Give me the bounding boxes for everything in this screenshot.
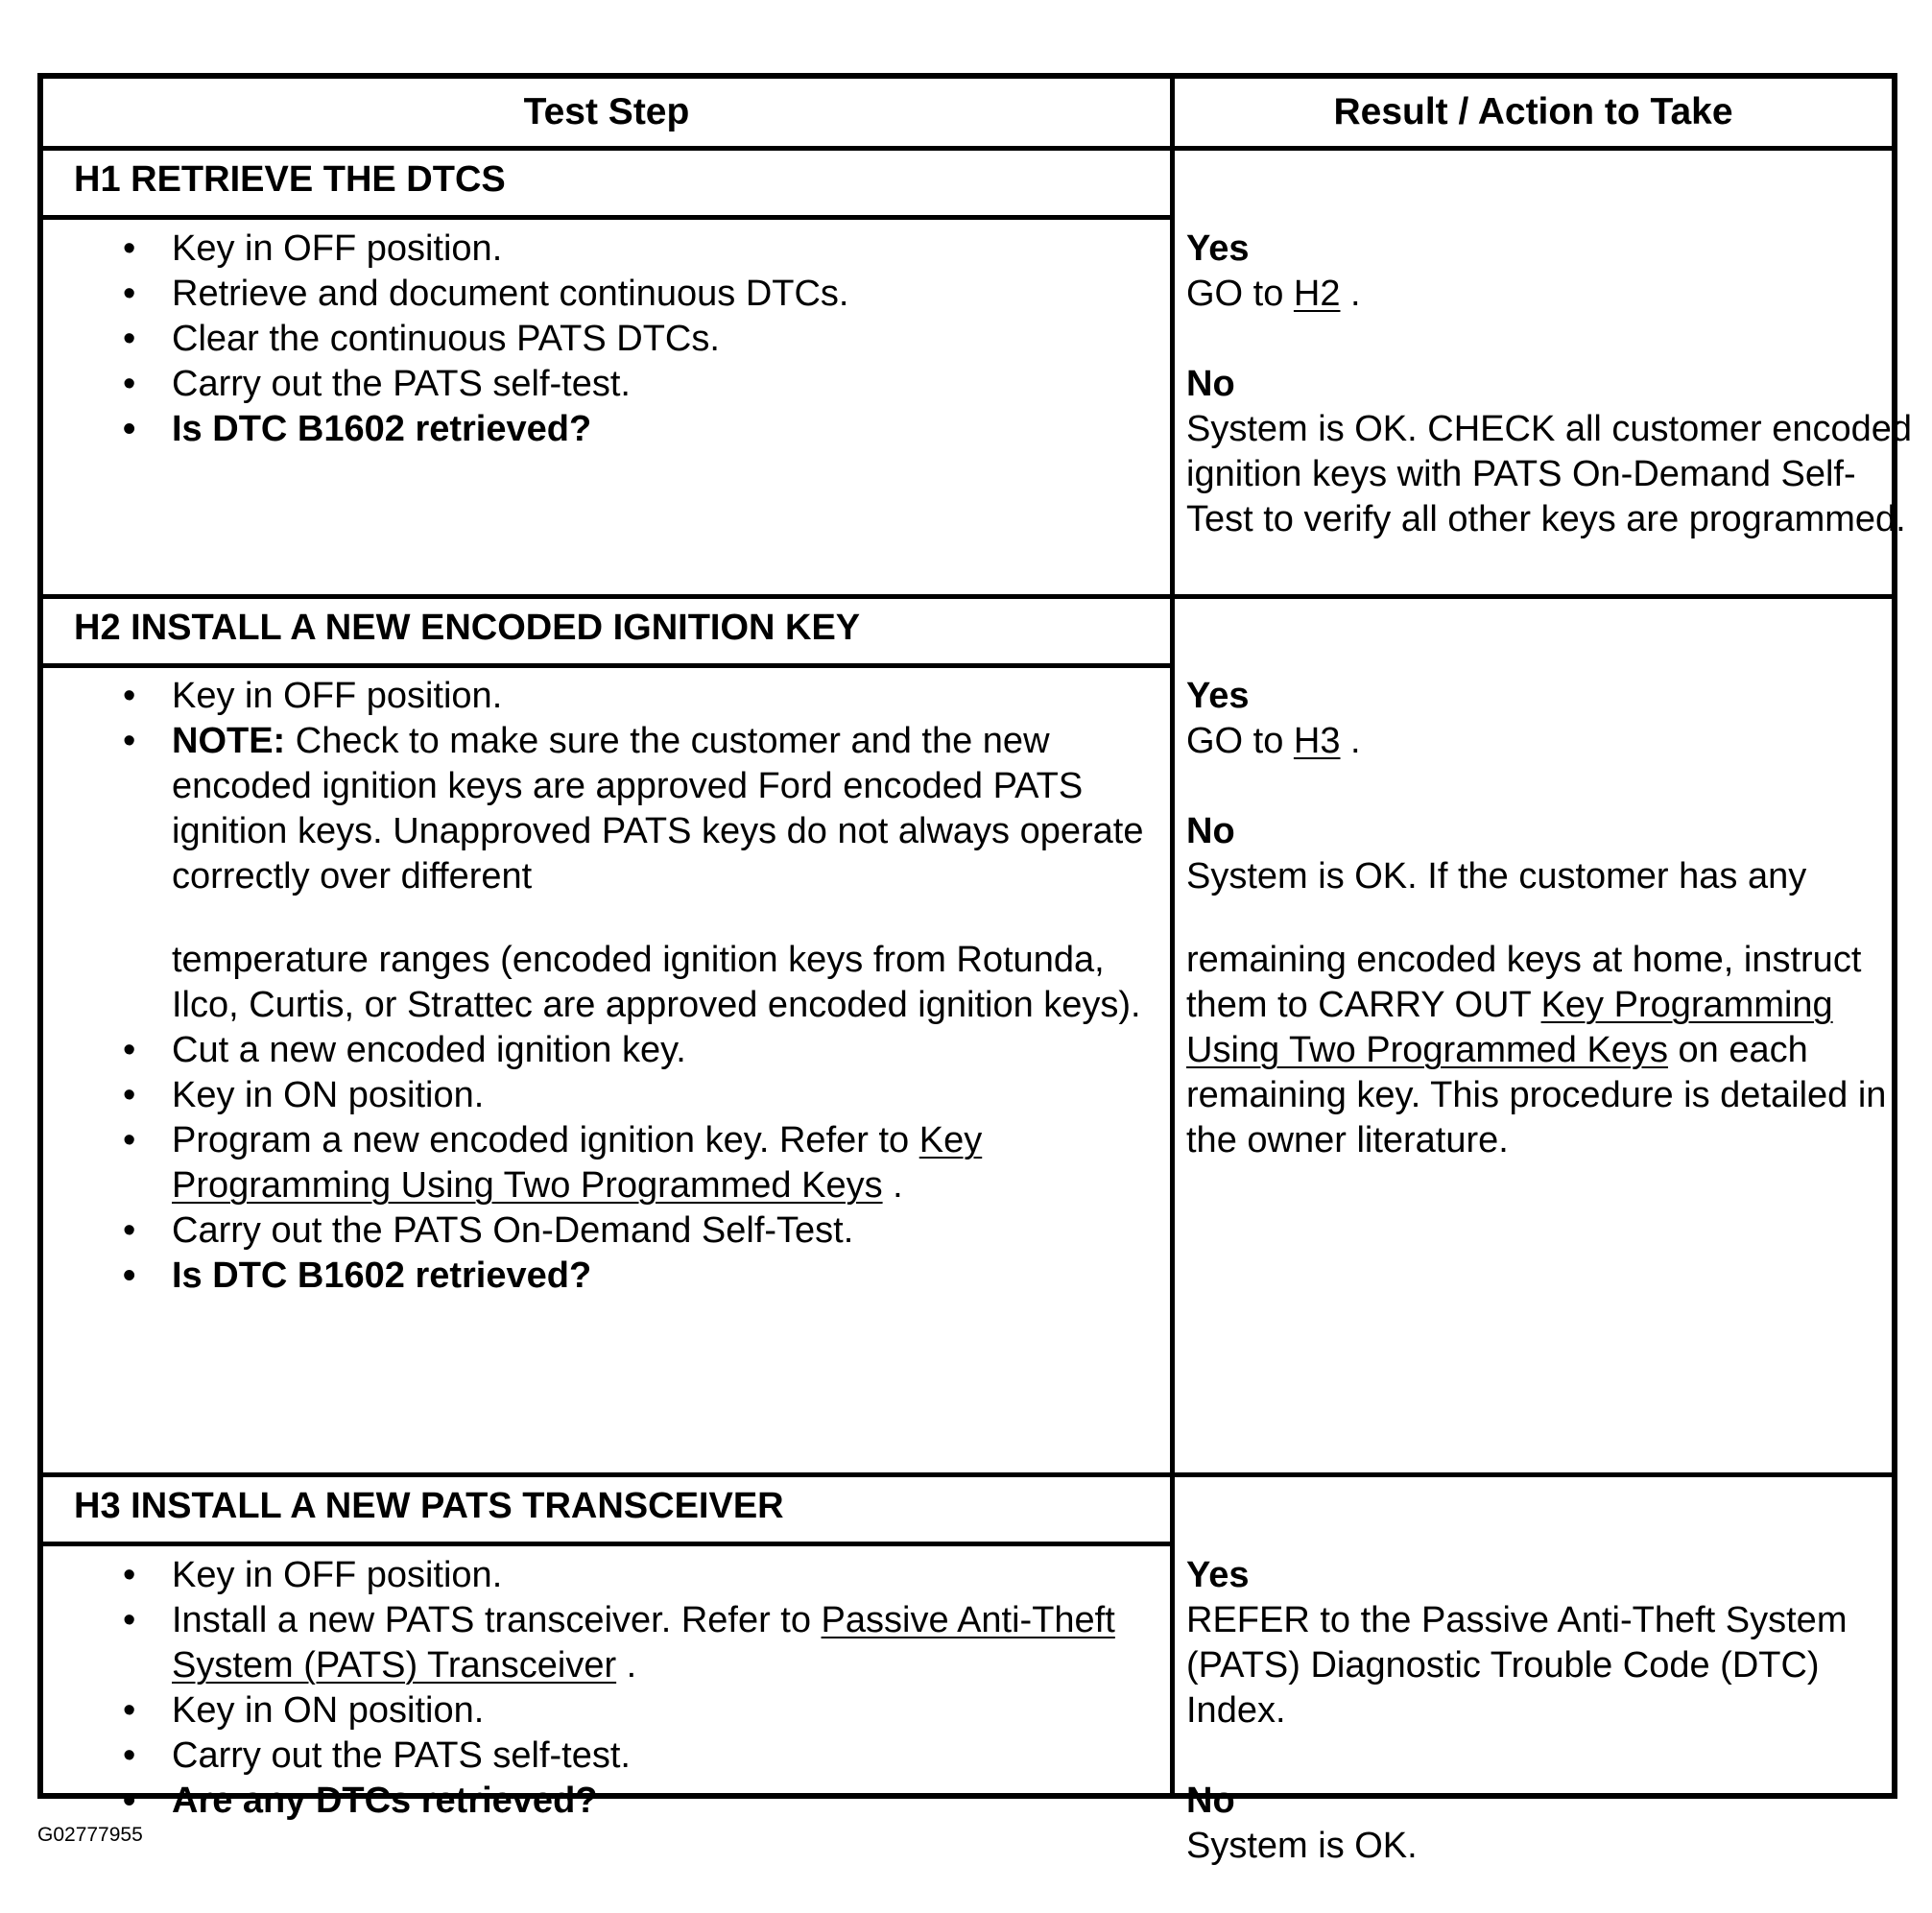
step-title-h2: H2 INSTALL A NEW ENCODED IGNITION KEY <box>74 608 861 648</box>
no-label: No <box>1186 364 1235 404</box>
no-action: System is OK. <box>1186 1826 1418 1866</box>
list-item: • Retrieve and document continuous DTCs. <box>123 274 849 314</box>
list-item: • Key in ON position. <box>123 1690 485 1731</box>
header-result-action: Result / Action to Take <box>1333 91 1733 132</box>
yes-action: GO to H3 . <box>1186 721 1361 761</box>
list-item: • Carry out the PATS self-test. <box>123 1735 631 1776</box>
list-item: • Key in OFF position. <box>123 676 503 716</box>
list-item: • Are any DTCs retrieved? <box>123 1781 598 1821</box>
no-label: No <box>1186 811 1235 851</box>
step-title-divider <box>43 1542 1172 1546</box>
result-h1 <box>1186 227 1916 542</box>
step-body-h2 <box>43 674 1170 1299</box>
link-key-programming[interactable]: Key Programming Using Two Programmed Keys <box>172 1120 983 1206</box>
yes-label: Yes <box>1186 228 1250 269</box>
list-item: • Carry out the PATS On-Demand Self-Test. <box>123 1210 854 1251</box>
yes-action: REFER to the Passive Anti-Theft System (PATS) Diagnostic Trouble Code (DTC) Index. <box>1186 1600 1848 1731</box>
no-action: System is OK. CHECK all customer encoded ignition keys with PATS On-Demand Self-Test to verify all other keys are programmed. <box>1186 409 1913 539</box>
result-h2 <box>1186 674 1916 1163</box>
step-title-divider <box>43 663 1172 668</box>
yes-label: Yes <box>1186 1555 1250 1595</box>
step-title-divider <box>43 215 1172 220</box>
list-item: • Cut a new encoded ignition key. <box>123 1030 686 1070</box>
list-item: • Key in ON position. <box>123 1075 485 1115</box>
result-h3 <box>1186 1553 1916 1869</box>
list-item: • Clear the continuous PATS DTCs. <box>123 319 720 359</box>
list-item: • Is DTC B1602 retrieved? <box>123 1255 592 1296</box>
figure-id: G02777955 <box>37 1824 143 1846</box>
link-pats-transceiver[interactable]: Passive Anti-Theft System (PATS) Transceiver <box>172 1600 1115 1686</box>
list-item: • NOTE: Check to make sure the customer and the new encoded ignition keys are approved Ford encoded PATS ignition keys. Unapproved PATS keys do not always operate correctly over different <box>123 721 1144 897</box>
list-item-continuation: temperature ranges (encoded ignition keys from Rotunda, Ilco, Curtis, or Strattec are approved encoded ignition keys). <box>172 940 1141 1025</box>
step-body-h3 <box>43 1553 1170 1824</box>
header-test-step: Test Step <box>523 91 690 132</box>
step-body-h1 <box>43 227 1170 452</box>
no-action-line1: System is OK. If the customer has any <box>1186 856 1807 897</box>
column-divider <box>1170 79 1175 1793</box>
yes-action: GO to H2 . <box>1186 274 1361 314</box>
link-key-programming[interactable]: Key Programming Using Two Programmed Keys <box>1186 985 1833 1070</box>
list-item: • Key in OFF position. <box>123 1555 503 1595</box>
no-label: No <box>1186 1781 1235 1821</box>
list-item: • Install a new PATS transceiver. Refer to Passive Anti-Theft System (PATS) Transceiver . <box>123 1600 1115 1686</box>
list-item: • Program a new encoded ignition key. Refer to Key Programming Using Two Programmed Keys . <box>123 1120 983 1206</box>
step-title-h3: H3 INSTALL A NEW PATS TRANSCEIVER <box>74 1486 784 1526</box>
no-action: remaining encoded keys at home, instruct them to CARRY OUT Key Programming Using Two Programmed Keys on each remaining key. This procedure is detailed in the owner literature. <box>1186 940 1887 1160</box>
yes-label: Yes <box>1186 676 1250 716</box>
list-item: • Key in OFF position. <box>123 228 503 269</box>
link-h3[interactable]: H3 <box>1293 721 1341 761</box>
step-title-h1: H1 RETRIEVE THE DTCS <box>74 159 506 200</box>
link-h2[interactable]: H2 <box>1293 274 1341 314</box>
list-item: • Is DTC B1602 retrieved? <box>123 409 592 449</box>
list-item: • Carry out the PATS self-test. <box>123 364 631 404</box>
